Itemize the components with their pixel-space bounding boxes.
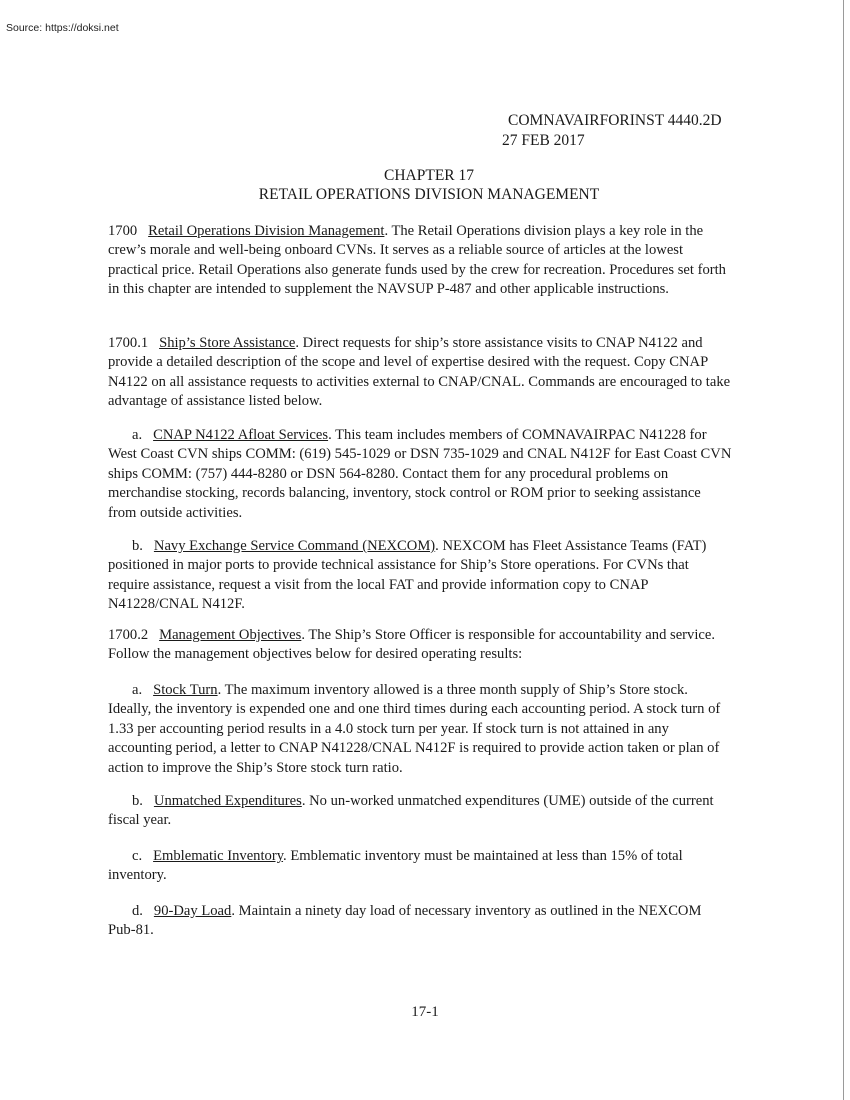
chapter-number: CHAPTER 17	[384, 167, 474, 184]
section-body: . The Retail Operations division plays a key role in the crew’s morale and well-being onboard CVNs. It serves as a reliable source of articles at the lowest practical price. Retail Operations also generate funds used by the crew for recreation. Procedures set forth in this chapter are intended to supplement the NAVSUP P-487 and other applicable instructions.	[108, 223, 726, 298]
section-heading: Ship’s Store Assistance	[159, 335, 296, 351]
section-number: 1700	[108, 223, 138, 239]
section-1700-1	[108, 334, 732, 412]
section-number: 1700.2	[108, 627, 149, 643]
item-body: . Maintain a ninety day load of necessary inventory as outlined in the NEXCOM Pub-81.	[108, 903, 702, 939]
item-heading: Navy Exchange Service Command (NEXCOM)	[153, 538, 436, 554]
page-edge-divider	[843, 0, 844, 1100]
item-letter: a.	[132, 427, 143, 443]
chapter-title: RETAIL OPERATIONS DIVISION MANAGEMENT	[258, 186, 600, 203]
section-1700-2a	[108, 681, 732, 778]
section-body: . Direct requests for ship’s store assistance visits to CNAP N4122 and provide a detailed description of the scope and level of expertise desired with the request. Copy CNAP N4122 on all assistance requests to activities external to CNAP/CNAL. Commands are encouraged to take advantage of assistance listed below.	[108, 335, 731, 410]
section-1700-2c	[108, 847, 732, 886]
item-body: . Emblematic inventory must be maintained at less than 15% of total inventory.	[108, 848, 683, 884]
section-1700-2d	[108, 902, 732, 941]
section-1700-1a	[108, 426, 732, 523]
item-body: . NEXCOM has Fleet Assistance Teams (FAT) positioned in major ports to provide technical assistance for Ship’s Store operations. For CVNs that require assistance, request a visit from the local FAT and provide information copy to CNAP N41228/CNAL N412F.	[108, 538, 707, 613]
item-heading: Emblematic Inventory	[153, 848, 284, 864]
document-id: COMNAVAIRFORINST 4440.2D	[508, 112, 722, 129]
item-heading: Unmatched Expenditures	[153, 793, 302, 809]
item-body: . No un-worked unmatched expenditures (UME) outside of the current fiscal year.	[108, 793, 714, 829]
item-letter: b.	[132, 538, 143, 554]
item-heading: CNAP N4122 Afloat Services	[153, 427, 329, 443]
item-heading: 90-Day Load	[153, 903, 232, 919]
item-letter: d.	[132, 903, 143, 919]
item-body: . This team includes members of COMNAVAIRPAC N41228 for West Coast CVN ships COMM: (619) 545-1029 or DSN 735-1029 and CNAL N412F for East Coast CVN ships COMM: (757) 444-8280 or DSN 564-8280. Contact them for any procedural problems on merchandise stocking, records balancing, inventory, stock control or ROM prior to seeking assistance from outside activities.	[108, 427, 732, 521]
source-label: Source: https://doksi.net	[6, 22, 119, 34]
item-heading: Stock Turn	[153, 682, 218, 698]
document-date: 27 FEB 2017	[502, 132, 585, 149]
item-letter: a.	[132, 682, 143, 698]
section-1700-2	[108, 626, 732, 665]
item-body: . The maximum inventory allowed is a three month supply of Ship’s Store stock. Ideally, the inventory is expended one and one third times during each accounting period. A stock turn of 1.33 per accounting period results in a 4.0 stock turn per year. If stock turn is not attained in any accounting period, a letter to CNAP N41228/CNAL N412F is required to provide action taken or plan of action to improve the Ship’s Store stock turn ratio.	[108, 682, 721, 776]
section-heading: Management Objectives	[159, 627, 302, 643]
item-letter: b.	[132, 793, 143, 809]
section-1700	[108, 222, 732, 300]
section-body: . The Ship’s Store Officer is responsible for accountability and service. Follow the management objectives below for desired operating results:	[108, 627, 715, 663]
page-number: 17-1	[411, 1004, 439, 1020]
item-letter: c.	[132, 848, 143, 864]
section-heading: Retail Operations Division Management	[148, 223, 385, 239]
section-1700-2b	[108, 792, 732, 831]
section-1700-1b	[108, 537, 732, 615]
section-number: 1700.1	[108, 335, 149, 351]
